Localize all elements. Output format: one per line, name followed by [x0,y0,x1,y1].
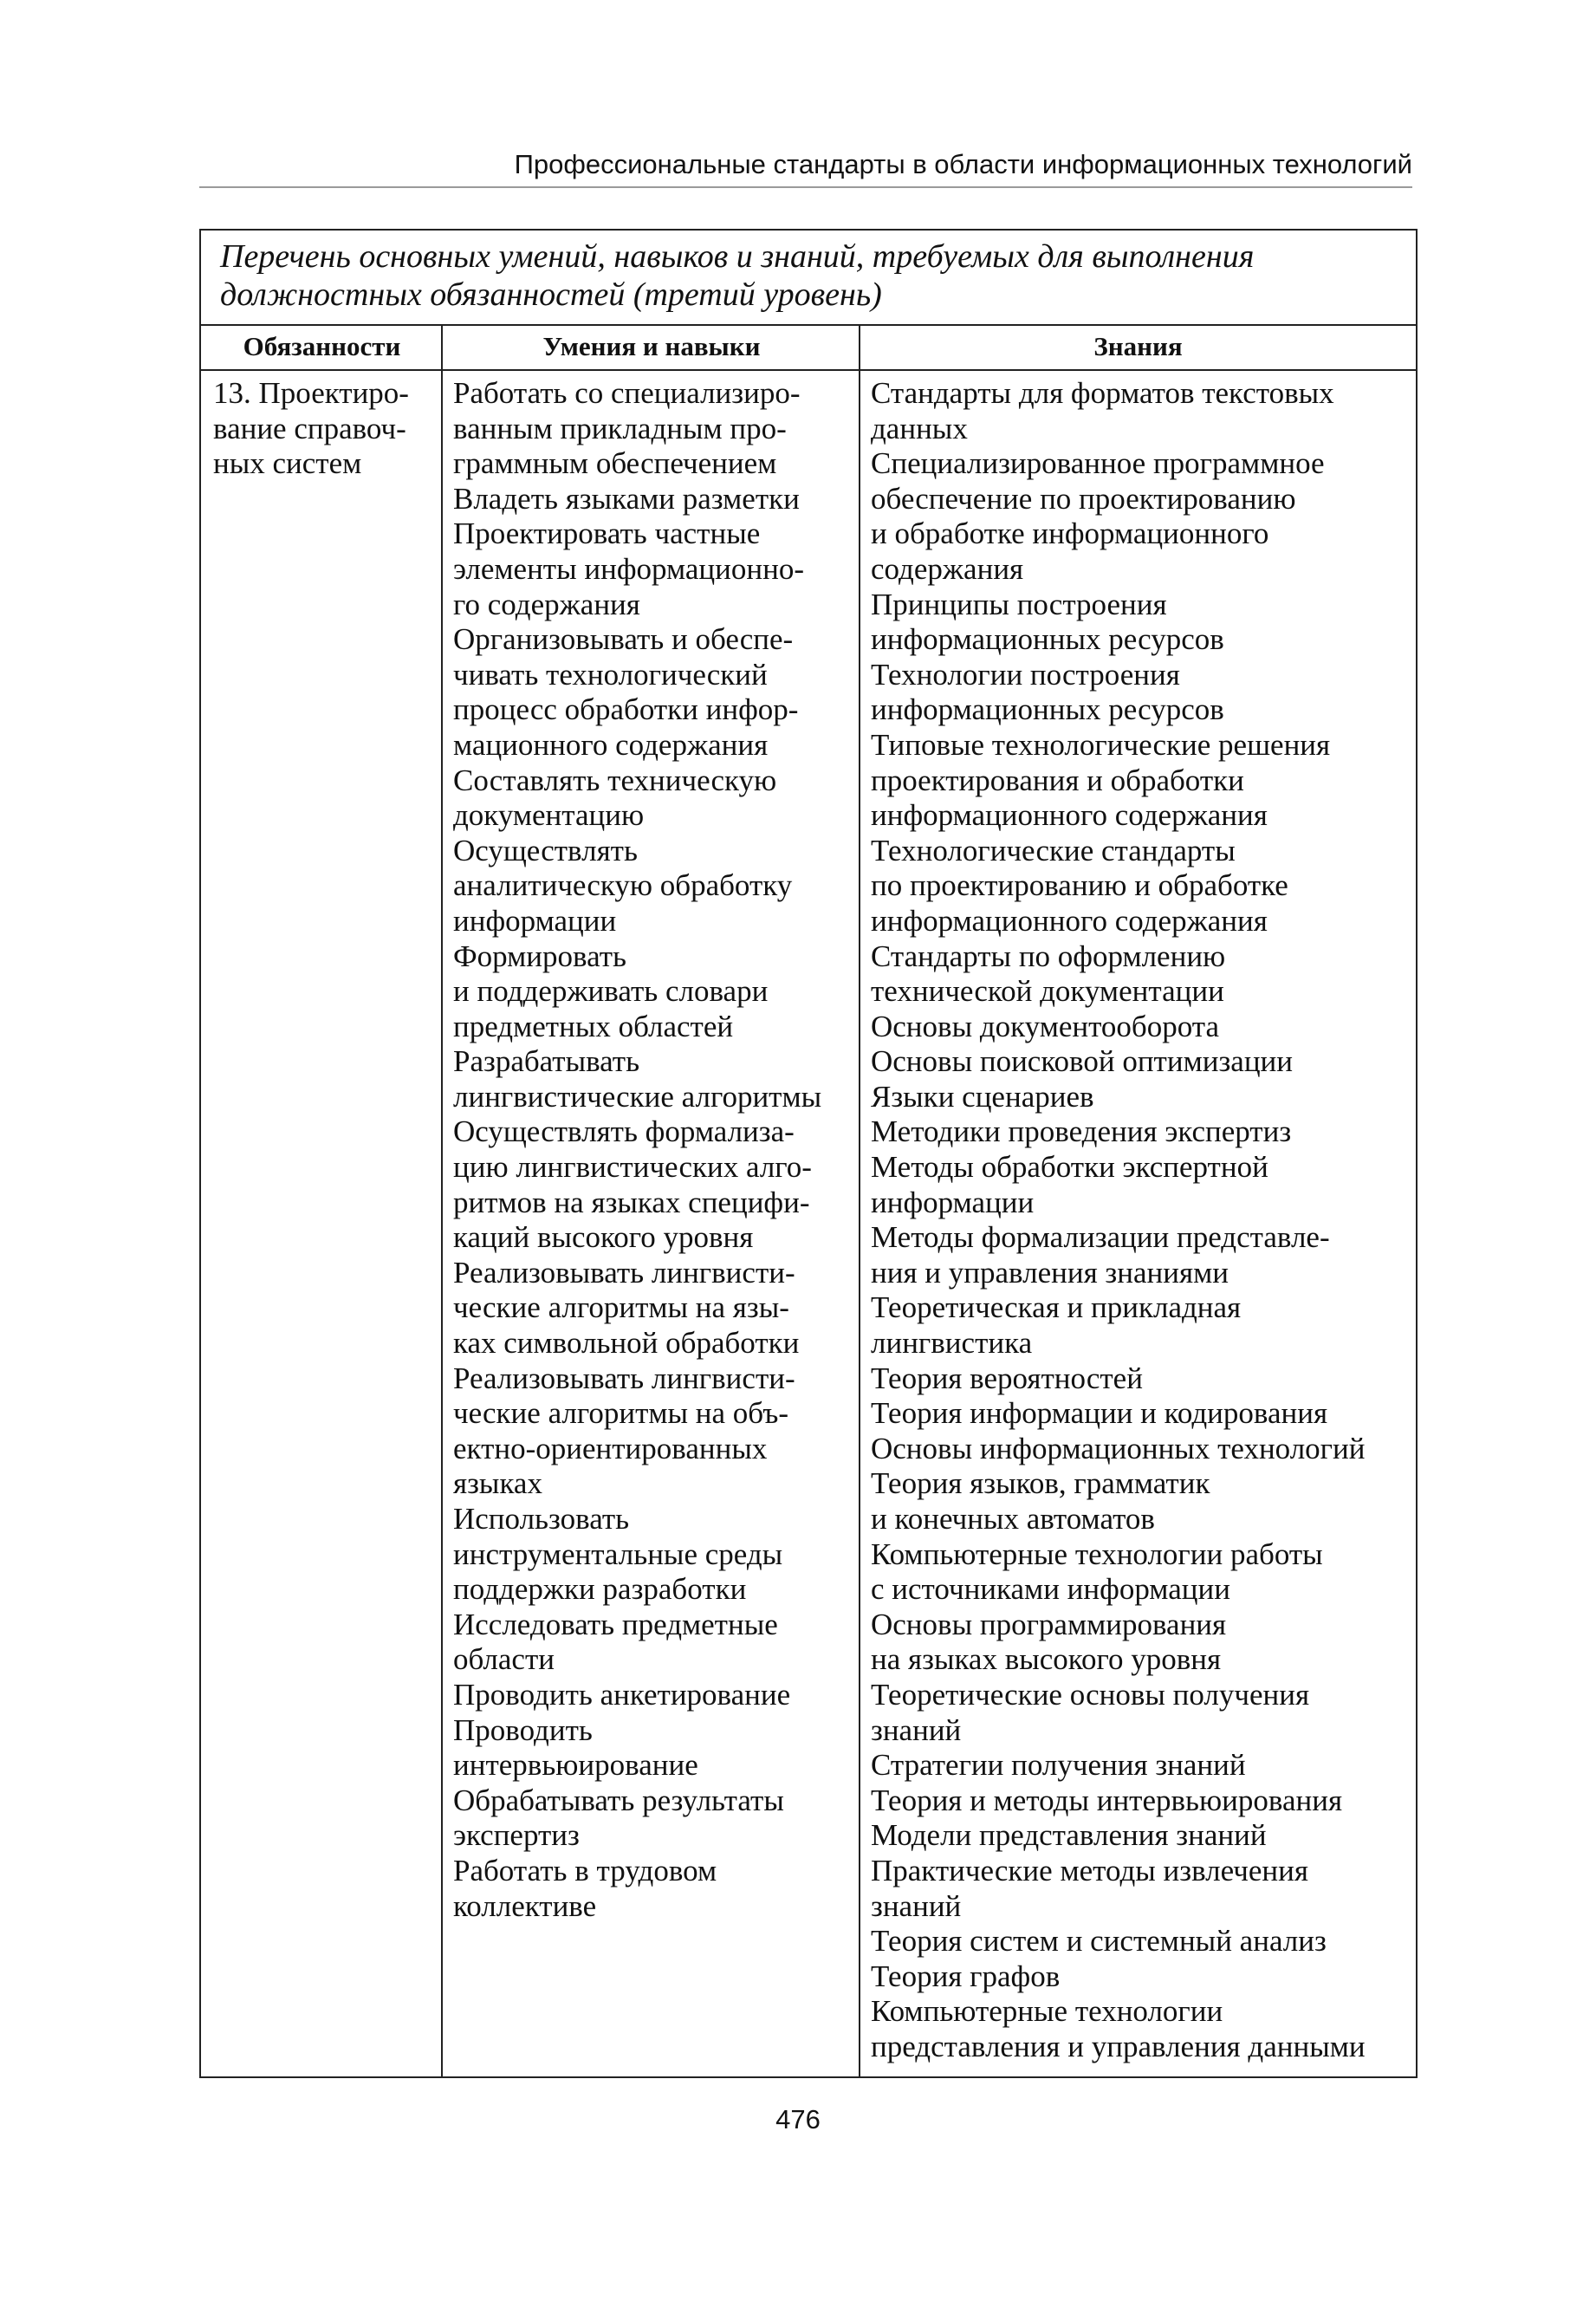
cell-line: инструментальные среды [453,1537,783,1571]
cell-line: Основы программирования [871,1607,1227,1641]
cell-line: Проводить [453,1712,593,1747]
cell-line: Теория графов [871,1959,1061,1993]
cell-line: с источниками информации [871,1572,1230,1607]
cell-line: знаний [871,1712,962,1747]
cell-line: Технологии построения [871,657,1180,692]
cell-line: Теоретические основы получения [871,1677,1310,1712]
cell-line: Осуществлять формализа- [453,1114,795,1149]
cell-line: технической документации [871,974,1224,1009]
table-caption-line: должностных обязанностей (третий уровень) [220,276,882,313]
cell-line: Специализированное программное [871,446,1325,481]
cell-line: языках [453,1466,542,1501]
cell-line: знаний [871,1888,962,1923]
cell-line: Типовые технологические решения [871,727,1331,762]
cell-line: Исследовать предметные [453,1607,778,1641]
cell-line: ческие алгоритмы на объ- [453,1396,788,1431]
cell-line: и поддерживать словари [453,974,769,1009]
cell-line: лингвистика [871,1326,1033,1361]
cell-line: интервьюирование [453,1748,698,1783]
running-header: Профессиональные стандарты в области информационных технологий [514,149,1412,179]
cell-line: Модели представления знаний [871,1818,1267,1853]
cell-line: го содержания [453,587,640,621]
cell-line: Компьютерные технологии работы [871,1537,1323,1571]
cell-line: проектирования и обработки [871,763,1244,797]
duties-cell [201,373,443,482]
cell-line: обеспечение по проектированию [871,481,1296,516]
cell-line: и конечных автоматов [871,1502,1155,1536]
cell-line: Обрабатывать результаты [453,1783,784,1817]
header-knowledge: Знания [860,326,1416,371]
cell-line: 13. Проектиро- [213,376,409,410]
cell-line: информационного содержания [871,903,1268,938]
cell-line: Стратегии получения знаний [871,1748,1246,1783]
cell-line: Теория языков, грамматик [871,1466,1210,1501]
cell-line: ных систем [213,446,362,481]
cell-line: Компьютерные технологии [871,1994,1223,2029]
cell-line: Языки сценариев [871,1079,1094,1114]
cell-line: информационных ресурсов [871,692,1224,727]
cell-line: цию лингвистических алго- [453,1150,812,1185]
cell-line: Методики проведения экспертиз [871,1114,1292,1149]
cell-line: области [453,1642,555,1677]
cell-line: ванным прикладным про- [453,411,787,445]
cell-line: ектно-ориентированных [453,1431,768,1465]
cell-line: информации [871,1185,1035,1219]
header-skills: Умения и навыки [443,326,860,371]
cell-line: Проводить анкетирование [453,1677,791,1712]
cell-line: Проектировать частные [453,517,761,551]
cell-line: Методы формализации представле- [871,1220,1330,1255]
cell-line: информации [453,903,617,938]
cell-line: элементы информационно- [453,551,804,586]
header-rule [199,186,1412,188]
cell-line: Принципы построения [871,587,1167,621]
cell-line: представления и управления данными [871,2029,1366,2063]
cell-line: Организовывать и обеспе- [453,622,794,657]
cell-line: Теория систем и системный анализ [871,1924,1327,1959]
cell-line: данных [871,411,968,445]
cell-line: информационного содержания [871,798,1268,833]
cell-line: Формировать [453,939,626,973]
cell-line: экспертиз [453,1818,580,1853]
header-duties: Обязанности [201,326,443,371]
cell-line: Работать в трудовом [453,1853,717,1887]
cell-line: по проектированию и обработке [871,868,1288,903]
cell-line: граммным обеспечением [453,446,777,481]
cell-line: Теория вероятностей [871,1361,1143,1395]
cell-line: Работать со специализиро- [453,376,801,410]
cell-line: документацию [453,798,645,833]
page-number: 476 [775,2104,821,2134]
cell-line: Использовать [453,1502,630,1536]
cell-line: предметных областей [453,1009,734,1043]
cell-line: Основы документооборота [871,1009,1220,1043]
cell-line: Составлять техническую [453,763,777,797]
cell-line: Реализовывать лингвисти- [453,1361,795,1395]
cell-line: процесс обработки инфор- [453,692,799,727]
table-caption-line: Перечень основных умений, навыков и знаний, требуемых для выполнения [220,238,1255,275]
cell-line: Реализовывать лингвисти- [453,1255,795,1290]
cell-line: коллективе [453,1888,597,1923]
cell-line: аналитическую обработку [453,868,793,903]
cell-line: и обработке информационного [871,517,1269,551]
cell-line: Владеть языками разметки [453,481,800,516]
skills-cell [443,373,860,1924]
table-caption [201,231,1416,326]
cell-line: чивать технологический [453,657,768,692]
cell-line: Теоретическая и прикладная [871,1290,1242,1325]
cell-line: Основы поисковой оптимизации [871,1044,1294,1079]
cell-line: информационных ресурсов [871,622,1224,657]
cell-line: Практические методы извлечения [871,1853,1308,1887]
cell-line: Основы информационных технологий [871,1431,1366,1465]
cell-line: Теория и методы интервьюирования [871,1783,1343,1817]
knowledge-cell [860,373,1416,2065]
cell-line: мационного содержания [453,727,769,762]
cell-line: ритмов на языках специфи- [453,1185,810,1219]
cell-line: содержания [871,551,1024,586]
cell-line: Методы обработки экспертной [871,1150,1268,1185]
cell-line: Технологические стандарты [871,833,1236,867]
cell-line: поддержки разработки [453,1572,747,1607]
cell-line: каций высокого уровня [453,1220,754,1255]
cell-line: ках символьной обработки [453,1326,800,1361]
competency-table [199,229,1418,2078]
cell-line: ния и управления знаниями [871,1255,1229,1290]
cell-line: вание справоч- [213,411,406,445]
cell-line: ческие алгоритмы на язы- [453,1290,789,1325]
cell-line: Разрабатывать [453,1044,640,1079]
cell-line: Стандарты для форматов текстовых [871,376,1334,410]
cell-line: на языках высокого уровня [871,1642,1222,1677]
cell-line: Стандарты по оформлению [871,939,1226,973]
cell-line: Осуществлять [453,833,638,867]
cell-line: Теория информации и кодирования [871,1396,1328,1431]
cell-line: лингвистические алгоритмы [453,1079,822,1114]
